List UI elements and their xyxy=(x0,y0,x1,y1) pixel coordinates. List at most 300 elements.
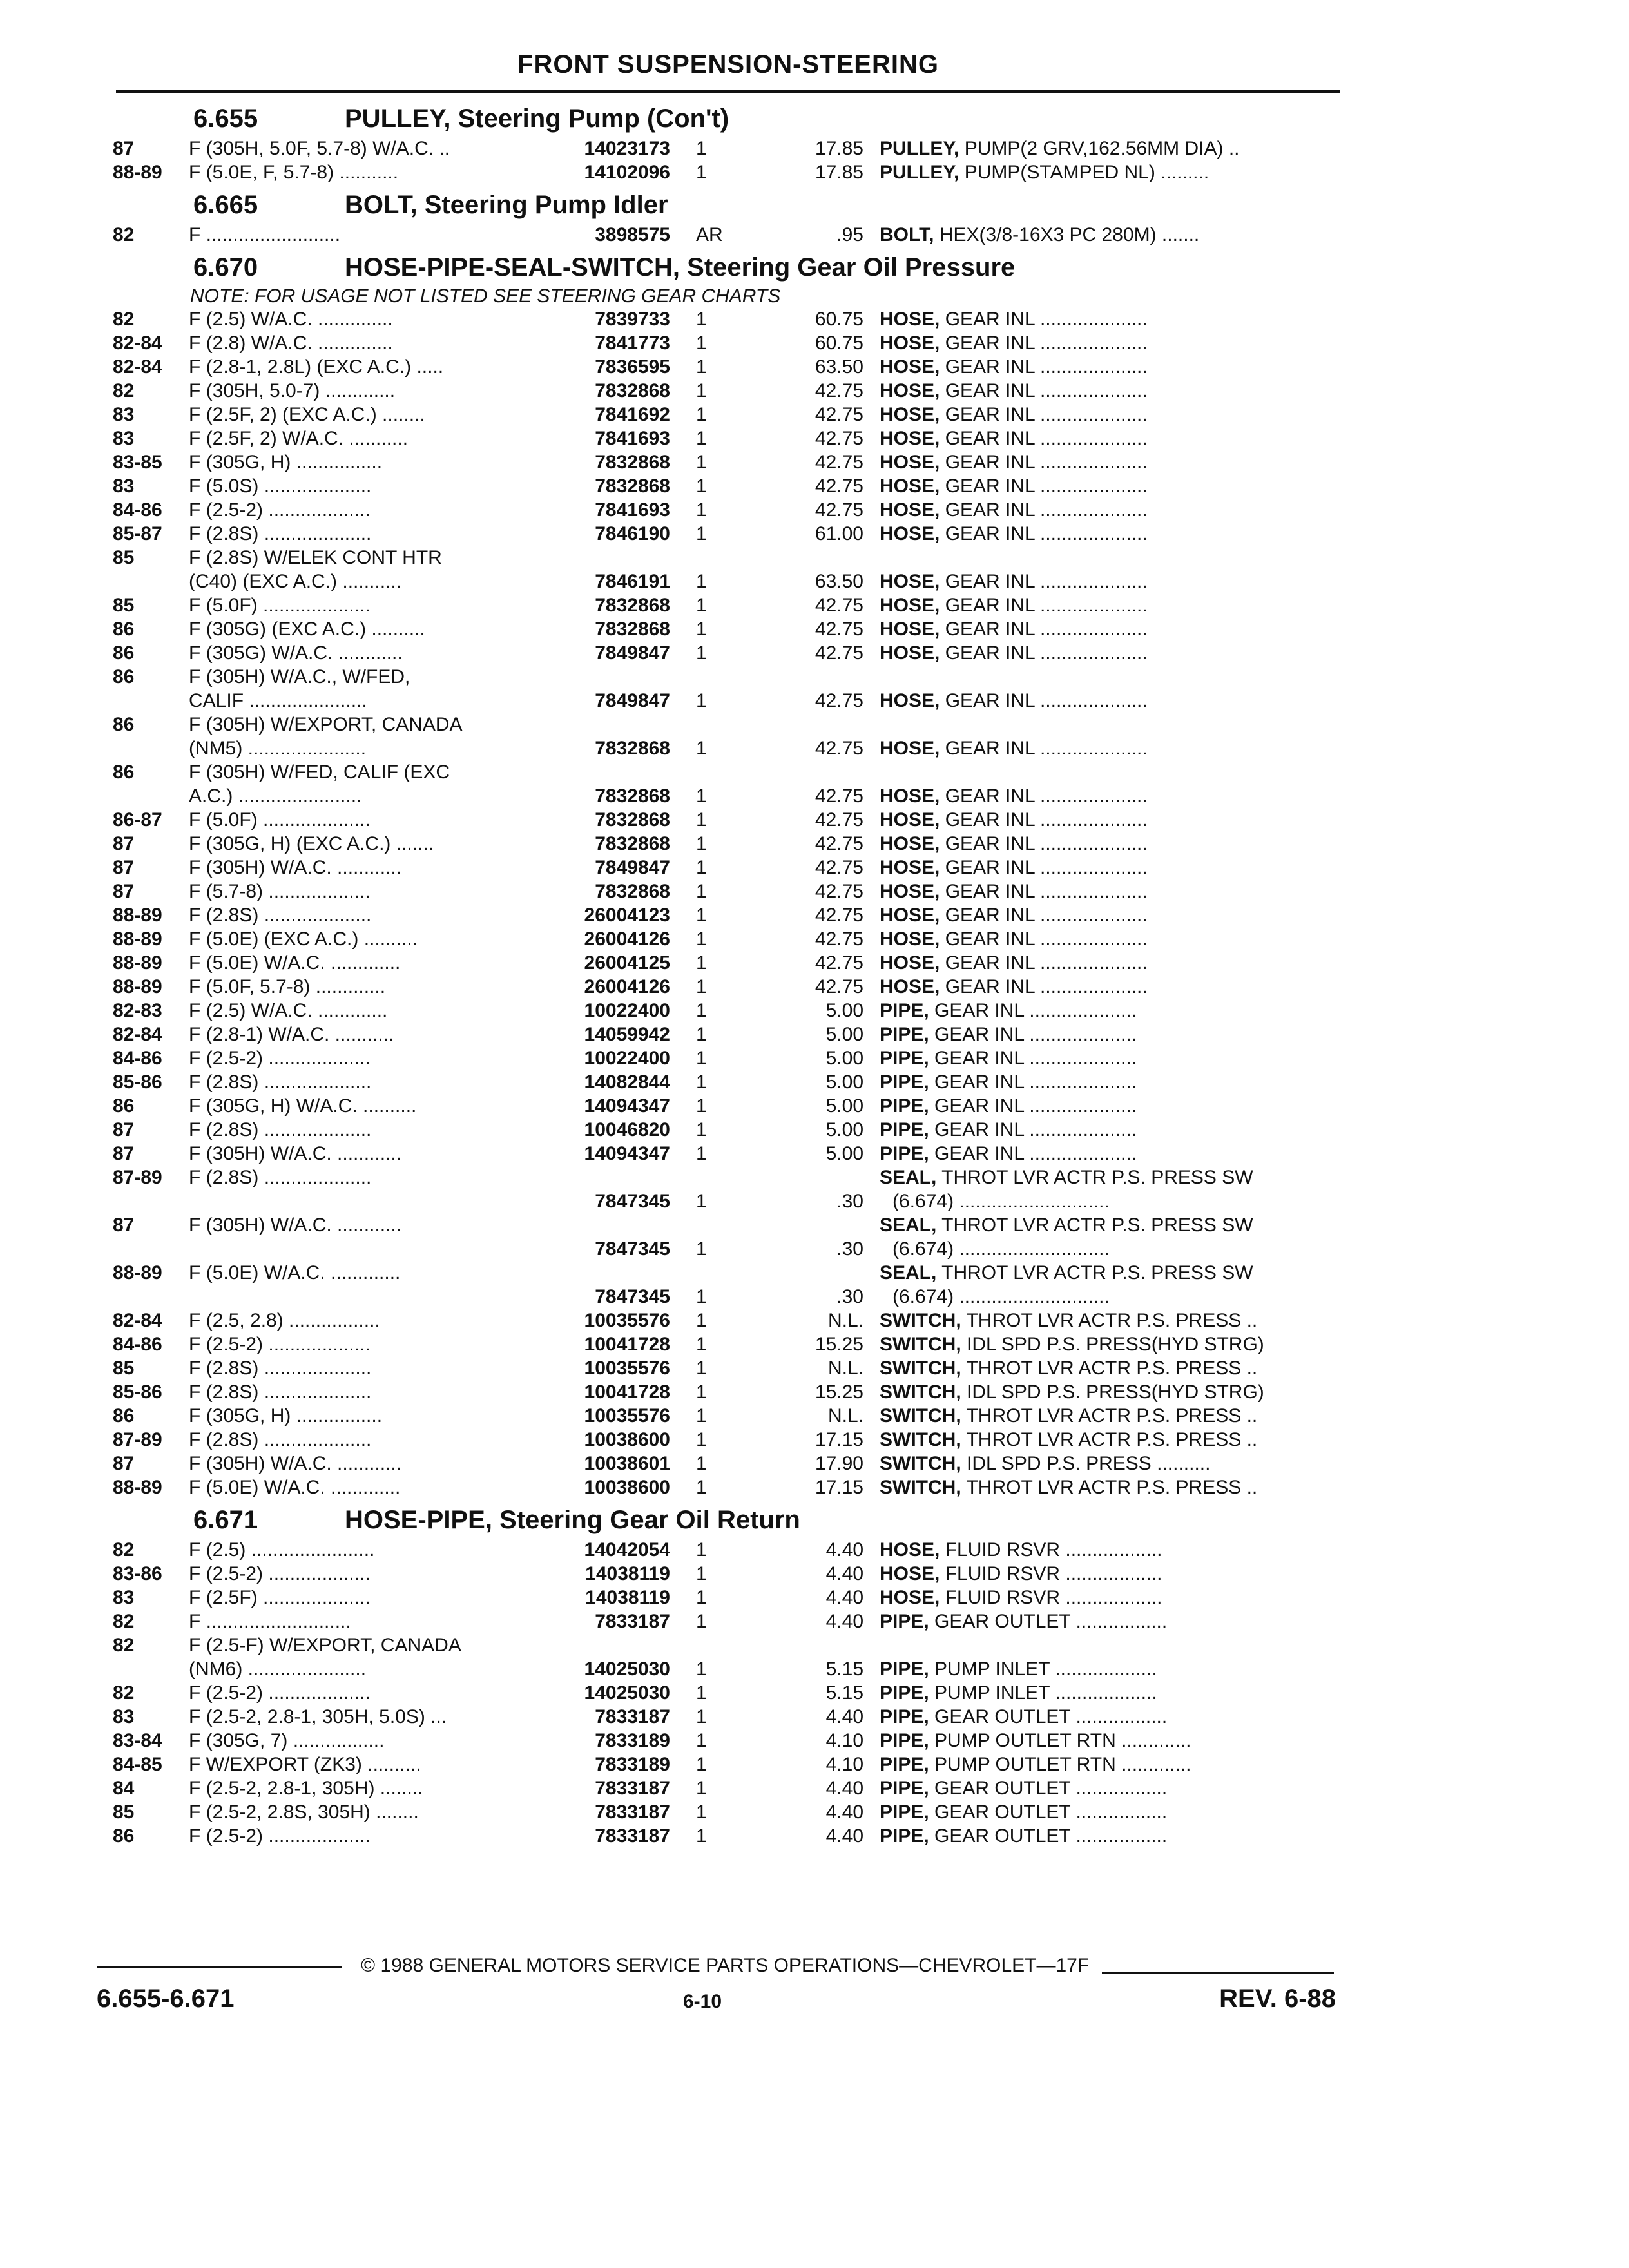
model-year: 86 xyxy=(113,762,135,783)
quantity: 1 xyxy=(696,1825,707,1847)
price: 42.75 xyxy=(815,905,863,926)
model-year: 87 xyxy=(113,857,135,878)
part-number: 7832868 xyxy=(595,476,670,497)
table-row xyxy=(113,808,1360,832)
quantity: 1 xyxy=(696,905,707,926)
description xyxy=(880,1800,1360,1824)
part-number: 10022400 xyxy=(584,1000,670,1021)
price: 4.40 xyxy=(825,1706,863,1727)
table-row xyxy=(113,1094,1360,1118)
table-row xyxy=(113,355,1360,379)
application: F (5.0F) .................... xyxy=(189,595,371,616)
quantity: 1 xyxy=(696,162,707,183)
table-row xyxy=(113,522,1360,546)
part-number: 26004123 xyxy=(584,905,670,926)
price: 5.00 xyxy=(825,1024,863,1045)
table-row xyxy=(113,1142,1360,1166)
section-number: 6.670 xyxy=(193,253,258,282)
model-year: 87 xyxy=(113,1453,135,1474)
application: F (305G, H) (EXC A.C.) ....... xyxy=(189,833,434,854)
part-number: 3898575 xyxy=(595,224,670,245)
application: F (305G) (EXC A.C.) .......... xyxy=(189,619,425,640)
application: F (5.0E) W/A.C. ............. xyxy=(189,1477,401,1498)
model-year: 83 xyxy=(113,404,135,425)
parts-list xyxy=(113,98,1360,1848)
quantity: 1 xyxy=(696,976,707,997)
description xyxy=(880,999,1360,1023)
part-number: 14042054 xyxy=(584,1539,670,1561)
description-text: HOSE, GEAR INL .................... xyxy=(880,476,1148,497)
model-year: 82 xyxy=(113,224,135,245)
description-text: SWITCH, IDL SPD P.S. PRESS(HYD STRG) xyxy=(880,1334,1264,1355)
model-year: 84-86 xyxy=(113,499,162,521)
quantity: 1 xyxy=(696,1143,707,1164)
description xyxy=(880,903,1360,927)
description-text: HOSE, GEAR INL .................... xyxy=(880,928,1148,950)
description-text: HOSE, GEAR INL .................... xyxy=(880,952,1148,974)
description xyxy=(880,307,1360,331)
application: F (2.5-2) ................... xyxy=(189,1563,371,1584)
application: F ........................... xyxy=(189,1611,351,1632)
part-number: 14094347 xyxy=(584,1143,670,1164)
quantity: 1 xyxy=(696,619,707,640)
description-text: SWITCH, IDL SPD P.S. PRESS .......... xyxy=(880,1453,1211,1474)
quantity: 1 xyxy=(696,1048,707,1069)
section-heading: HOSE-PIPE, Steering Gear Oil Return xyxy=(345,1506,800,1534)
table-row xyxy=(113,1118,1360,1142)
description-text: PIPE, GEAR INL .................... xyxy=(880,1000,1137,1021)
description-text: HOSE, GEAR INL .................... xyxy=(880,499,1148,521)
application: F (2.8S) .................... xyxy=(189,1429,372,1450)
quantity: 1 xyxy=(696,1072,707,1093)
price: 42.75 xyxy=(815,857,863,878)
table-row xyxy=(113,999,1360,1023)
application: F (2.8-1, 2.8L) (EXC A.C.) ..... xyxy=(189,356,444,378)
price: .30 xyxy=(836,1191,863,1212)
price: 42.75 xyxy=(815,499,863,521)
quantity: 1 xyxy=(696,1381,707,1403)
application: F (2.5) W/A.C. ............. xyxy=(189,1000,388,1021)
part-number: 7833189 xyxy=(595,1730,670,1751)
description-text: SEAL, THROT LVR ACTR P.S. PRESS SW xyxy=(880,1215,1253,1236)
table-row xyxy=(113,137,1360,160)
table-row xyxy=(113,1633,1360,1681)
model-year: 83-84 xyxy=(113,1730,162,1751)
table-row xyxy=(113,1428,1360,1452)
quantity: 1 xyxy=(696,380,707,401)
description xyxy=(880,1824,1360,1848)
price: 42.75 xyxy=(815,428,863,449)
description xyxy=(880,1538,1360,1562)
description xyxy=(880,617,1360,641)
model-year: 82-83 xyxy=(113,1000,162,1021)
quantity: 1 xyxy=(696,1191,707,1212)
model-year: 86 xyxy=(113,1405,135,1427)
part-number: 14059942 xyxy=(584,1024,670,1045)
description xyxy=(880,975,1360,999)
description-text: BOLT, HEX(3/8-16X3 PC 280M) ....... xyxy=(880,224,1200,245)
part-number: 10038600 xyxy=(584,1429,670,1450)
quantity: 1 xyxy=(696,1095,707,1117)
application: F (2.5, 2.8) ................. xyxy=(189,1310,380,1331)
section-title xyxy=(113,98,1360,137)
application: F (305G, 7) ................. xyxy=(189,1730,385,1751)
description-text: PIPE, PUMP INLET ................... xyxy=(880,1682,1157,1704)
application: F (5.0F) .................... xyxy=(189,809,371,831)
description-text: SWITCH, THROT LVR ACTR P.S. PRESS .. xyxy=(880,1477,1258,1498)
model-year: 82 xyxy=(113,1635,135,1656)
quantity: 1 xyxy=(696,499,707,521)
application: F (305H) W/FED, CALIF (EXC A.C.) ....................... xyxy=(189,762,450,807)
description-text: SWITCH, THROT LVR ACTR P.S. PRESS .. xyxy=(880,1429,1258,1450)
part-number: 7833187 xyxy=(595,1611,670,1632)
part-number: 7833187 xyxy=(595,1706,670,1727)
table-row xyxy=(113,1586,1360,1610)
price: N.L. xyxy=(827,1358,863,1379)
price: 17.85 xyxy=(815,138,863,159)
price: 42.75 xyxy=(815,738,863,759)
footer-revision: REV. 6-88 xyxy=(1219,1984,1336,2013)
application: F (305H, 5.0-7) ............. xyxy=(189,380,396,401)
quantity: 1 xyxy=(696,1682,707,1704)
quantity: 1 xyxy=(696,1238,707,1260)
table-row xyxy=(113,403,1360,427)
table-row xyxy=(113,331,1360,355)
application: F (5.0E, F, 5.7-8) ........... xyxy=(189,162,399,183)
model-year: 83 xyxy=(113,1706,135,1727)
price: 4.40 xyxy=(825,1611,863,1632)
table-row xyxy=(113,1681,1360,1705)
part-number: 7832868 xyxy=(595,809,670,831)
price: 42.75 xyxy=(815,809,863,831)
description xyxy=(880,1332,1360,1356)
table-row xyxy=(113,427,1360,450)
price: 15.25 xyxy=(815,1381,863,1403)
section-heading: PULLEY, Steering Pump (Con't) xyxy=(345,104,729,133)
description xyxy=(880,1729,1360,1753)
description-text: SWITCH, THROT LVR ACTR P.S. PRESS .. xyxy=(880,1405,1258,1427)
application: F (2.5-2, 2.8-1, 305H, 5.0S) ... xyxy=(189,1706,447,1727)
table-row xyxy=(113,879,1360,903)
description xyxy=(880,951,1360,975)
description xyxy=(880,522,1360,546)
price: .95 xyxy=(836,224,863,245)
quantity: 1 xyxy=(696,1310,707,1331)
table-row xyxy=(113,856,1360,879)
part-number: 7849847 xyxy=(595,642,670,664)
model-year: 84-85 xyxy=(113,1754,162,1775)
price: 42.75 xyxy=(815,619,863,640)
part-number: 10022400 xyxy=(584,1048,670,1069)
model-year: 85-86 xyxy=(113,1072,162,1093)
quantity: 1 xyxy=(696,1453,707,1474)
part-number: 7841693 xyxy=(595,428,670,449)
footer-copyright: © 1988 GENERAL MOTORS SERVICE PARTS OPERATIONS—CHEVROLET—17F xyxy=(361,1955,1090,1976)
price: 42.75 xyxy=(815,595,863,616)
price: 5.00 xyxy=(825,1143,863,1164)
application: F (2.5-2) ................... xyxy=(189,1825,371,1847)
model-year: 86 xyxy=(113,1095,135,1117)
table-row xyxy=(113,951,1360,975)
application: F (2.8S) .................... xyxy=(189,1072,372,1093)
quantity: 1 xyxy=(696,857,707,878)
part-number: 14038119 xyxy=(585,1563,670,1584)
model-year: 88-89 xyxy=(113,1262,162,1283)
part-number: 7847345 xyxy=(595,1238,670,1260)
application: F (2.8S) W/ELEK CONT HTR (C40) (EXC A.C.) ........... xyxy=(189,547,442,592)
price: 4.40 xyxy=(825,1563,863,1584)
description-text: HOSE, GEAR INL .................... xyxy=(880,738,1148,759)
price: 42.75 xyxy=(815,928,863,950)
application: F (2.5F, 2) (EXC A.C.) ........ xyxy=(189,404,425,425)
price: 42.75 xyxy=(815,976,863,997)
quantity: 1 xyxy=(696,571,707,592)
model-year: 88-89 xyxy=(113,976,162,997)
price: 60.75 xyxy=(815,332,863,354)
part-number: 7841693 xyxy=(595,499,670,521)
price: 4.40 xyxy=(825,1825,863,1847)
model-year: 88-89 xyxy=(113,905,162,926)
description xyxy=(880,1118,1360,1142)
description xyxy=(880,689,1360,713)
description-text: HOSE, GEAR INL .................... xyxy=(880,595,1148,616)
part-number: 7832868 xyxy=(595,595,670,616)
part-number: 10038600 xyxy=(584,1477,670,1498)
table-row xyxy=(113,760,1360,808)
table-row xyxy=(113,1166,1360,1213)
description xyxy=(880,450,1360,474)
description-text: PIPE, PUMP INLET ................... xyxy=(880,1658,1157,1680)
price: 5.15 xyxy=(825,1682,863,1704)
description xyxy=(880,784,1360,808)
table-row xyxy=(113,546,1360,593)
price: 42.75 xyxy=(815,404,863,425)
price: 4.40 xyxy=(825,1539,863,1561)
description xyxy=(880,223,1360,247)
quantity: 1 xyxy=(696,1358,707,1379)
model-year: 85-87 xyxy=(113,523,162,544)
quantity: 1 xyxy=(696,690,707,711)
section-number: 6.665 xyxy=(193,191,258,219)
description xyxy=(880,1475,1360,1499)
price: 61.00 xyxy=(815,523,863,544)
footer-section-range: 6.655-6.671 xyxy=(97,1984,235,2013)
table-row xyxy=(113,223,1360,247)
table-row xyxy=(113,1452,1360,1475)
quantity: 1 xyxy=(696,809,707,831)
model-year: 82 xyxy=(113,1611,135,1632)
quantity: 1 xyxy=(696,738,707,759)
description-text: HOSE, GEAR INL .................... xyxy=(880,380,1148,401)
description-text: HOSE, FLUID RSVR .................. xyxy=(880,1563,1162,1584)
table-row xyxy=(113,713,1360,760)
model-year: 83 xyxy=(113,476,135,497)
part-number: 7832868 xyxy=(595,619,670,640)
description-text: PIPE, GEAR INL .................... xyxy=(880,1095,1137,1117)
model-year: 83 xyxy=(113,1587,135,1608)
model-year: 84 xyxy=(113,1778,135,1799)
application: F (2.8-1) W/A.C. ........... xyxy=(189,1024,394,1045)
table-row xyxy=(113,1538,1360,1562)
price: 42.75 xyxy=(815,476,863,497)
part-number: 10038601 xyxy=(584,1453,670,1474)
model-year: 88-89 xyxy=(113,952,162,974)
application: F (305H) W/A.C. ............ xyxy=(189,1143,402,1164)
description-text: HOSE, GEAR INL .................... xyxy=(880,905,1148,926)
description xyxy=(880,379,1360,403)
table-row xyxy=(113,832,1360,856)
part-number: 7833187 xyxy=(595,1778,670,1799)
section-number: 6.655 xyxy=(193,104,258,133)
description-text: HOSE, GEAR INL .................... xyxy=(880,332,1148,354)
part-number: 7832868 xyxy=(595,380,670,401)
description xyxy=(880,160,1360,184)
description-text: SWITCH, IDL SPD P.S. PRESS(HYD STRG) xyxy=(880,1381,1264,1403)
description xyxy=(880,736,1360,760)
description-text: HOSE, GEAR INL .................... xyxy=(880,309,1148,330)
quantity: 1 xyxy=(696,1587,707,1608)
price: 42.75 xyxy=(815,785,863,807)
price: 5.15 xyxy=(825,1658,863,1680)
model-year: 82 xyxy=(113,309,135,330)
model-year: 84-86 xyxy=(113,1334,162,1355)
application: F W/EXPORT (ZK3) .......... xyxy=(189,1754,421,1775)
table-row xyxy=(113,1070,1360,1094)
header-rule xyxy=(116,90,1340,93)
application: F (305G) W/A.C. ............ xyxy=(189,642,403,664)
quantity: 1 xyxy=(696,1334,707,1355)
description-text: PIPE, GEAR INL .................... xyxy=(880,1143,1137,1164)
description xyxy=(880,137,1360,160)
application: F (2.8S) .................... xyxy=(189,1381,372,1403)
price: 42.75 xyxy=(815,690,863,711)
quantity: 1 xyxy=(696,1119,707,1140)
model-year: 87 xyxy=(113,1215,135,1236)
application: F (305G, H) ................ xyxy=(189,452,383,473)
description xyxy=(880,808,1360,832)
description-text: HOSE, GEAR INL .................... xyxy=(880,976,1148,997)
table-row xyxy=(113,617,1360,641)
application: F (2.5F) .................... xyxy=(189,1587,371,1608)
table-row xyxy=(113,450,1360,474)
application: F (5.0E) W/A.C. ............. xyxy=(189,952,401,974)
description-text: HOSE, FLUID RSVR .................. xyxy=(880,1539,1162,1561)
description-text: HOSE, GEAR INL .................... xyxy=(880,428,1148,449)
table-row xyxy=(113,1776,1360,1800)
model-year: 88-89 xyxy=(113,162,162,183)
application: F (305H) W/A.C. ............ xyxy=(189,1215,402,1236)
description xyxy=(880,1776,1360,1800)
section-heading: BOLT, Steering Pump Idler xyxy=(345,191,668,219)
model-year: 88-89 xyxy=(113,928,162,950)
description-text: PULLEY, PUMP(2 GRV,162.56MM DIA) .. xyxy=(880,138,1240,159)
quantity: 1 xyxy=(696,309,707,330)
part-number: 10041728 xyxy=(584,1334,670,1355)
price: 4.10 xyxy=(825,1754,863,1775)
price: 17.15 xyxy=(815,1477,863,1498)
description xyxy=(880,355,1360,379)
application: F (5.0E) W/A.C. ............. xyxy=(189,1262,401,1283)
description xyxy=(880,331,1360,355)
description-text: HOSE, GEAR INL .................... xyxy=(880,619,1148,640)
quantity: 1 xyxy=(696,1563,707,1584)
price: 17.15 xyxy=(815,1429,863,1450)
description xyxy=(880,1681,1360,1705)
price: 42.75 xyxy=(815,452,863,473)
description-text: PIPE, GEAR INL .................... xyxy=(880,1024,1137,1045)
table-row xyxy=(113,474,1360,498)
application: F (305H) W/A.C., W/FED, CALIF ...................... xyxy=(189,666,410,711)
quantity: 1 xyxy=(696,523,707,544)
part-number: 7833187 xyxy=(595,1825,670,1847)
application: F (305G, H) W/A.C. .......... xyxy=(189,1095,417,1117)
model-year: 82-84 xyxy=(113,356,162,378)
application: F (2.8) W/A.C. .............. xyxy=(189,332,393,354)
part-number: 10046820 xyxy=(584,1119,670,1140)
price: 4.40 xyxy=(825,1587,863,1608)
model-year: 82 xyxy=(113,1682,135,1704)
description-text: PIPE, PUMP OUTLET RTN ............. xyxy=(880,1754,1191,1775)
description-text: PIPE, GEAR INL .................... xyxy=(880,1072,1137,1093)
part-number: 7846190 xyxy=(595,523,670,544)
model-year: 82 xyxy=(113,380,135,401)
quantity: 1 xyxy=(696,1024,707,1045)
table-row xyxy=(113,641,1360,665)
model-year: 84-86 xyxy=(113,1048,162,1069)
description xyxy=(880,1166,1360,1213)
description xyxy=(880,1094,1360,1118)
model-year: 86 xyxy=(113,666,135,687)
quantity: 1 xyxy=(696,1539,707,1561)
quantity: 1 xyxy=(696,1611,707,1632)
application: F (305H) W/A.C. ............ xyxy=(189,857,402,878)
footer-rule-left xyxy=(97,1966,342,1968)
model-year: 86 xyxy=(113,642,135,664)
description xyxy=(880,1452,1360,1475)
description-continued: (6.674) ............................ xyxy=(892,1286,1110,1307)
description xyxy=(880,1261,1360,1309)
part-number: 7836595 xyxy=(595,356,670,378)
price: 63.50 xyxy=(815,356,863,378)
application: F (2.8S) .................... xyxy=(189,1167,372,1188)
description-text: HOSE, GEAR INL .................... xyxy=(880,452,1148,473)
application: F (2.8S) .................... xyxy=(189,1358,372,1379)
description xyxy=(880,1309,1360,1332)
application: F (2.5-2) ................... xyxy=(189,499,371,521)
description-continued: (6.674) ............................ xyxy=(892,1191,1110,1212)
application: F (2.5-2, 2.8S, 305H) ........ xyxy=(189,1802,419,1823)
description xyxy=(880,1023,1360,1046)
part-number: 7841773 xyxy=(595,332,670,354)
application: F (5.0E) (EXC A.C.) .......... xyxy=(189,928,418,950)
quantity: 1 xyxy=(696,1000,707,1021)
model-year: 87 xyxy=(113,1143,135,1164)
model-year: 85 xyxy=(113,595,135,616)
part-number: 7849847 xyxy=(595,690,670,711)
description-text: HOSE, GEAR INL .................... xyxy=(880,642,1148,664)
description-continued: (6.674) ............................ xyxy=(892,1238,1110,1260)
part-number: 7833187 xyxy=(595,1802,670,1823)
description xyxy=(880,1356,1360,1380)
description-text: HOSE, GEAR INL .................... xyxy=(880,571,1148,592)
part-number: 14025030 xyxy=(584,1682,670,1704)
part-number: 26004126 xyxy=(584,928,670,950)
model-year: 86-87 xyxy=(113,809,162,831)
price: 4.10 xyxy=(825,1730,863,1751)
quantity: 1 xyxy=(696,595,707,616)
table-row xyxy=(113,1380,1360,1404)
description xyxy=(880,1705,1360,1729)
